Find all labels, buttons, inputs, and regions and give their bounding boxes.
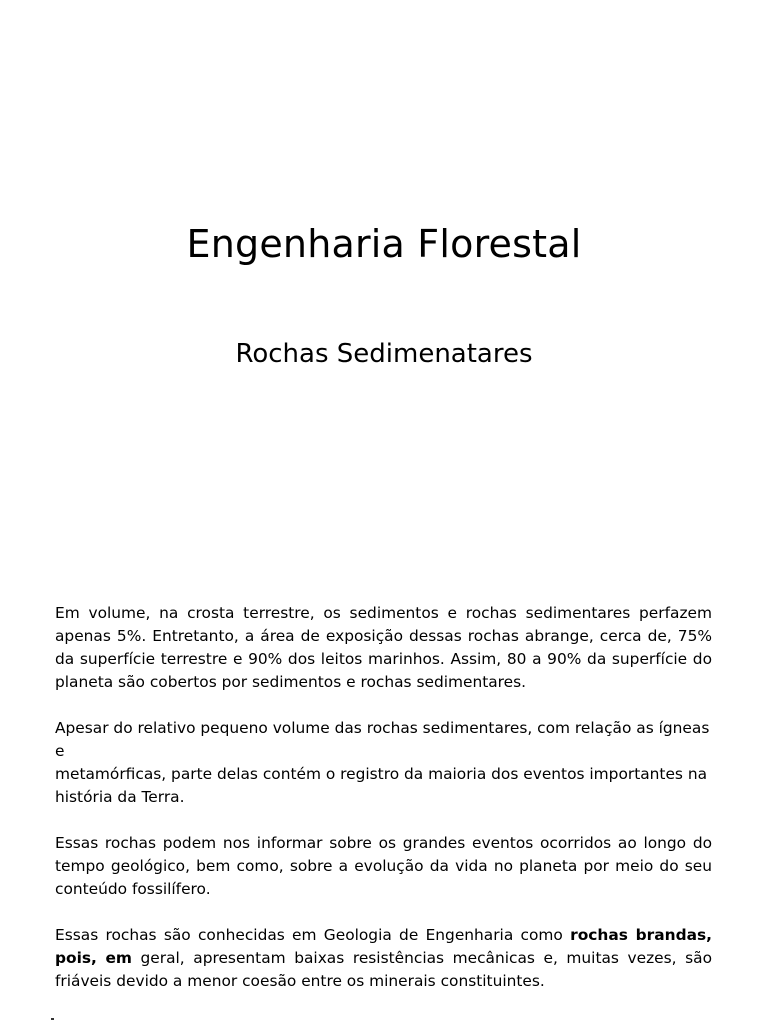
paragraph-line: apenas 5%. Entretanto, a área de exposição dessas rochas abrange, cerca de, 75%: [55, 627, 712, 645]
paragraph-volume: [55, 602, 712, 694]
bold-term: rochas brandas,: [570, 926, 712, 944]
paragraph-registro: [55, 717, 712, 809]
slide-subtitle: Rochas Sedimenatares: [235, 339, 533, 369]
paragraph-line: metamórficas, parte delas contém o registro da maioria dos eventos importantes na: [55, 765, 708, 783]
paragraph-eventos: [55, 832, 712, 901]
slide-body: [55, 602, 712, 1016]
paragraph-line: Em volume, na crosta terrestre, os sedimentos e rochas sedimentares perfazem: [55, 604, 712, 622]
paragraph-text: geral, apresentam baixas resistências mecânicas e, muitas vezes, são: [131, 949, 712, 967]
paragraph-line: friáveis devido a menor coesão entre os minerais constituintes.: [55, 972, 545, 990]
paragraph-line: história da Terra.: [55, 788, 185, 806]
paragraph-text: Essas rochas são conhecidas em Geologia de Engenharia como: [55, 926, 571, 944]
bold-term: pois,: [55, 949, 97, 967]
paragraph-line: [55, 924, 712, 947]
paragraph-line: planeta são cobertos por sedimentos e rochas sedimentares.: [55, 673, 527, 691]
paragraph-rochas-brandas: [55, 924, 712, 993]
paragraph-line: e: [55, 742, 65, 760]
bold-term: em: [105, 949, 132, 967]
paragraph-line: tempo geológico, bem como, sobre a evolução da vida no planeta por meio do seu: [55, 857, 712, 875]
paragraph-line: da superfície terrestre e 90% dos leitos marinhos. Assim, 80 a 90% da superfície do: [55, 650, 712, 668]
paragraph-line: Apesar do relativo pequeno volume das rochas sedimentares, com relação as ígneas: [55, 719, 710, 737]
paragraph-line: Essas rochas podem nos informar sobre os grandes eventos ocorridos ao longo do: [55, 834, 712, 852]
paragraph-line: [55, 947, 712, 970]
stray-mark: [51, 1018, 54, 1020]
slide-title: Engenharia Florestal: [186, 222, 582, 266]
paragraph-line: conteúdo fossilífero.: [55, 880, 211, 898]
